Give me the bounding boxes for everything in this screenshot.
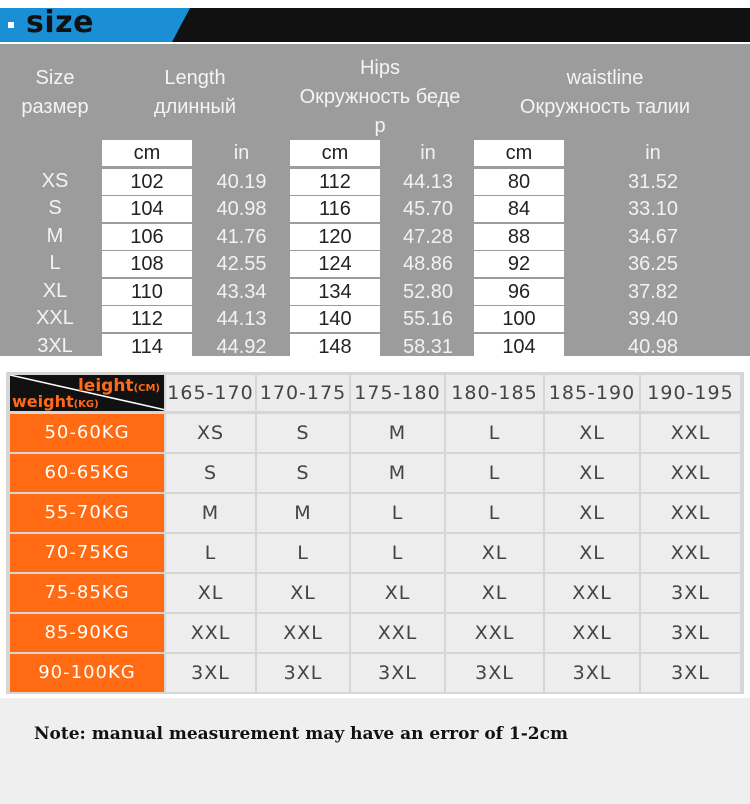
height-range-header: 175-180 bbox=[351, 375, 444, 411]
waist-in-value: 34.67 bbox=[627, 225, 679, 248]
measurement-note: Note: manual measurement may have an error of 1-2cm bbox=[34, 724, 568, 744]
recommended-size-cell: XXL bbox=[351, 614, 444, 652]
recommended-size-cell: XXL bbox=[641, 414, 740, 452]
recommended-size-cell: 3XL bbox=[545, 654, 639, 692]
recommended-size-cell: XXL bbox=[641, 494, 740, 532]
length-cm-value: 106 bbox=[102, 224, 192, 250]
hips-cm-value: 140 bbox=[290, 306, 380, 332]
waist-in-value: 39.40 bbox=[627, 308, 679, 330]
hips-in-value: 55.16 bbox=[402, 308, 454, 330]
header-waist bbox=[495, 64, 715, 122]
hips-in-value: 58.31 bbox=[402, 335, 454, 358]
waist-cm-value: 84 bbox=[474, 196, 564, 222]
length-in-value: 41.76 bbox=[216, 225, 267, 248]
waist-cm-value: 100 bbox=[474, 306, 564, 332]
length-in-value: 44.92 bbox=[216, 335, 267, 358]
length-in-value: 44.13 bbox=[216, 308, 267, 330]
recommended-size-cell: XL bbox=[545, 414, 639, 452]
header-banner bbox=[0, 5, 750, 42]
recommended-size-cell: M bbox=[257, 494, 349, 532]
unit-header-hips-cm: cm bbox=[290, 140, 380, 166]
length-cm-value: 112 bbox=[102, 306, 192, 332]
size-label: XXL bbox=[36, 307, 74, 329]
recommended-size-cell: XXL bbox=[545, 614, 639, 652]
size-label: XL bbox=[42, 279, 68, 302]
header-waist-en: waistline bbox=[566, 67, 644, 89]
banner-bullet-icon bbox=[8, 22, 14, 28]
header-length-ru: длинный bbox=[153, 96, 237, 118]
recommended-size-cell: XXL bbox=[166, 614, 255, 652]
weight-range-label: 55-70KG bbox=[10, 494, 164, 532]
waist-in-value: 31.52 bbox=[627, 170, 679, 193]
recommended-size-cell: XL bbox=[351, 574, 444, 612]
page-title: size bbox=[26, 5, 94, 40]
waist-in-value: 37.82 bbox=[627, 280, 679, 303]
length-cm-value: 108 bbox=[102, 251, 192, 277]
recommended-size-cell: XS bbox=[166, 414, 255, 452]
recommended-size-cell: XL bbox=[166, 574, 255, 612]
recommended-size-cell: XL bbox=[446, 574, 543, 612]
length-cm-value: 110 bbox=[102, 279, 192, 305]
recommended-size-cell: 3XL bbox=[257, 654, 349, 692]
height-unit: (CM) bbox=[133, 383, 160, 394]
banner-black-bar bbox=[172, 8, 750, 42]
recommended-size-cell: L bbox=[351, 534, 444, 572]
waist-cm-value: 80 bbox=[474, 169, 564, 195]
size-label: S bbox=[48, 197, 62, 219]
hips-cm-value: 124 bbox=[290, 251, 380, 277]
hips-cm-value: 134 bbox=[290, 279, 380, 305]
recommended-size-cell: XL bbox=[545, 534, 639, 572]
recommended-size-cell: 3XL bbox=[351, 654, 444, 692]
waist-in-value: 40.98 bbox=[627, 335, 679, 358]
recommended-size-cell: XL bbox=[545, 454, 639, 492]
recommended-size-cell: M bbox=[166, 494, 255, 532]
length-in-value: 42.55 bbox=[216, 253, 267, 275]
weight-range-label: 90-100KG bbox=[10, 654, 164, 692]
waist-in-value: 33.10 bbox=[627, 198, 679, 220]
weight-unit: (KG) bbox=[73, 399, 99, 410]
weight-axis-label bbox=[12, 392, 99, 411]
size-label: XS bbox=[41, 169, 69, 192]
recommended-size-cell: XXL bbox=[641, 454, 740, 492]
recommended-size-cell: 3XL bbox=[641, 614, 740, 652]
length-cm-value: 114 bbox=[102, 334, 192, 360]
recommended-size-cell: XXL bbox=[545, 574, 639, 612]
unit-header-length-cm: cm bbox=[102, 140, 192, 166]
unit-header-waist-cm: cm bbox=[474, 140, 564, 166]
waist-in-value: 36.25 bbox=[627, 253, 679, 275]
hips-cm-value: 120 bbox=[290, 224, 380, 250]
recommended-size-cell: 3XL bbox=[641, 574, 740, 612]
header-length bbox=[130, 64, 260, 122]
unit-header-waist-in: in bbox=[645, 142, 661, 164]
hips-cm-value: 116 bbox=[290, 196, 380, 222]
recommended-size-cell: S bbox=[257, 454, 349, 492]
height-range-header: 170-175 bbox=[257, 375, 349, 411]
length-in-value: 40.19 bbox=[216, 170, 267, 193]
length-in-value: 43.34 bbox=[216, 280, 267, 303]
height-range-header: 180-185 bbox=[446, 375, 543, 411]
waist-cm-value: 88 bbox=[474, 224, 564, 250]
size-recommendation-table bbox=[6, 372, 744, 694]
weight-range-label: 85-90KG bbox=[10, 614, 164, 652]
recommended-size-cell: XXL bbox=[257, 614, 349, 652]
recommended-size-cell: 3XL bbox=[446, 654, 543, 692]
hips-cm-value: 112 bbox=[290, 169, 380, 195]
recommended-size-cell: M bbox=[351, 454, 444, 492]
header-waist-ru: Окружность талии bbox=[519, 96, 691, 118]
header-hips-ru-cont: р bbox=[374, 115, 386, 137]
weight-range-label: 75-85KG bbox=[10, 574, 164, 612]
unit-header-length-in: in bbox=[233, 142, 250, 164]
height-range-header: 190-195 bbox=[641, 375, 740, 411]
hips-cm-value: 148 bbox=[290, 334, 380, 360]
recommended-size-cell: L bbox=[257, 534, 349, 572]
table-corner-header bbox=[10, 375, 164, 411]
height-range-header: 185-190 bbox=[545, 375, 639, 411]
recommended-size-cell: XXL bbox=[446, 614, 543, 652]
header-size-en: Size bbox=[35, 67, 75, 89]
header-size-ru: размер bbox=[21, 96, 89, 118]
waist-cm-value: 104 bbox=[474, 334, 564, 360]
header-hips-ru: Окружность беде bbox=[299, 86, 461, 108]
size-label: 3XL bbox=[37, 334, 73, 357]
recommended-size-cell: XL bbox=[257, 574, 349, 612]
header-size bbox=[20, 64, 90, 122]
size-label: M bbox=[46, 224, 64, 247]
recommended-size-cell: 3XL bbox=[641, 654, 740, 692]
recommended-size-cell: M bbox=[351, 414, 444, 452]
height-range-header: 165-170 bbox=[166, 375, 255, 411]
header-length-en: Length bbox=[164, 67, 226, 89]
recommended-size-cell: L bbox=[446, 414, 543, 452]
recommended-size-cell: S bbox=[166, 454, 255, 492]
unit-header-hips-in: in bbox=[420, 142, 436, 164]
recommended-size-cell: L bbox=[446, 454, 543, 492]
length-in-value: 40.98 bbox=[216, 198, 267, 220]
size-label: L bbox=[49, 252, 61, 274]
weight-label: weight bbox=[12, 392, 74, 411]
header-hips-en: Hips bbox=[359, 57, 400, 79]
hips-in-value: 45.70 bbox=[402, 198, 454, 220]
recommended-size-cell: XL bbox=[446, 534, 543, 572]
hips-in-value: 48.86 bbox=[402, 253, 454, 275]
hips-in-value: 44.13 bbox=[402, 170, 454, 193]
recommended-size-cell: XL bbox=[545, 494, 639, 532]
recommended-size-cell: L bbox=[351, 494, 444, 532]
recommended-size-cell: L bbox=[446, 494, 543, 532]
recommended-size-cell: S bbox=[257, 414, 349, 452]
length-cm-value: 104 bbox=[102, 196, 192, 222]
height-label: leight bbox=[77, 376, 134, 396]
recommended-size-cell: L bbox=[166, 534, 255, 572]
length-cm-value: 102 bbox=[102, 169, 192, 195]
recommended-size-cell: 3XL bbox=[166, 654, 255, 692]
recommended-size-cell: XXL bbox=[641, 534, 740, 572]
waist-cm-value: 96 bbox=[474, 279, 564, 305]
measurement-table bbox=[0, 44, 750, 356]
note-panel bbox=[0, 698, 750, 804]
hips-in-value: 47.28 bbox=[402, 225, 454, 248]
weight-range-label: 60-65KG bbox=[10, 454, 164, 492]
hips-in-value: 52.80 bbox=[402, 280, 454, 303]
weight-range-label: 70-75KG bbox=[10, 534, 164, 572]
weight-range-label: 50-60KG bbox=[10, 414, 164, 452]
waist-cm-value: 92 bbox=[474, 251, 564, 277]
header-hips bbox=[280, 54, 480, 141]
